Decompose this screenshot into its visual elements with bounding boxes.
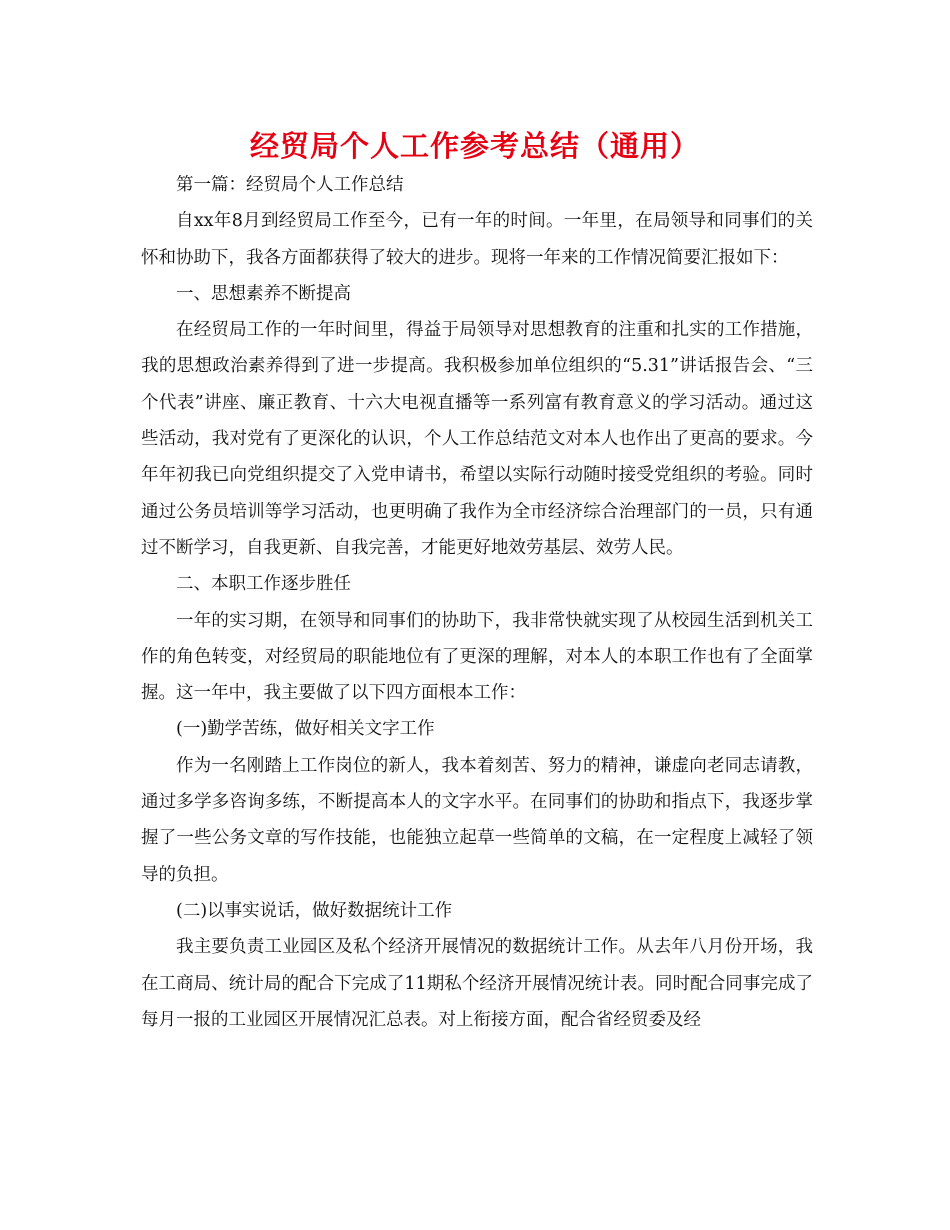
section-heading: 一、思想素养不断提高 bbox=[176, 283, 351, 304]
document-title: 经贸局个人工作参考总结（通用） bbox=[249, 129, 700, 163]
body-paragraph: 我主要负责工业园区及私个经济开展情况的数据统计工作。从去年八月份开场，我在工商局、统计局的配合下完成了11期私个经济开展情况统计表。同时配合同事完成了每月一报的工业园区开展情况汇总表。对上衔接方面，配合省经贸委及经 bbox=[141, 937, 813, 1030]
body-paragraph: 在经贸局工作的一年时间里，得益于局领导对思想教育的注重和扎实的工作措施，我的思想政治素养得到了进一步提高。我积极参加单位组织的“5.31”讲话报告会、“三个代表”讲座、廉正教育、十六大电视直播等一系列富有教育意义的学习活动。通过这些活动，我对党有了更深化的认识，个人工作总结范文对本人也作出了更高的要求。今年年初我已向党组织提交了入党申请书，希望以实际行动随时接受党组织的考验。同时通过公务员培训等学习活动，也更明确了我作为全市经济综合治理部门的一员，只有通过不断学习，自我更新、自我完善，才能更好地效劳基层、效劳人民。 bbox=[141, 320, 813, 558]
body-paragraph: 自xx年8月到经贸局工作至今，已有一年的时间。一年里，在局领导和同事们的关怀和协助下，我各方面都获得了较大的进步。现将一年来的工作情况简要汇报如下： bbox=[141, 211, 813, 268]
subsection-heading: (二)以事实说话，做好数据统计工作 bbox=[176, 900, 453, 921]
document-body bbox=[141, 167, 813, 1038]
body-paragraph: 作为一名刚踏上工作岗位的新人，我本着刻苦、努力的精神，谦虚向老同志请教，通过多学多咨询多练，不断提高本人的文字水平。在同事们的协助和指点下，我逐步掌握了一些公务文章的写作技能，也能独立起草一些简单的文稿，在一定程度上减轻了领导的负担。 bbox=[141, 755, 813, 885]
body-paragraph: 一年的实习期，在领导和同事们的协助下，我非常快就实现了从校园生活到机关工作的角色转变，对经贸局的职能地位有了更深的理解，对本人的本职工作也有了全面掌握。这一年中，我主要做了以下四方面根本工作： bbox=[141, 610, 813, 704]
section-heading: 第一篇：经贸局个人工作总结 bbox=[176, 175, 404, 195]
section-heading: 二、本职工作逐步胜任 bbox=[176, 574, 351, 595]
subsection-heading: (一)勤学苦练，做好相关文字工作 bbox=[176, 719, 435, 740]
